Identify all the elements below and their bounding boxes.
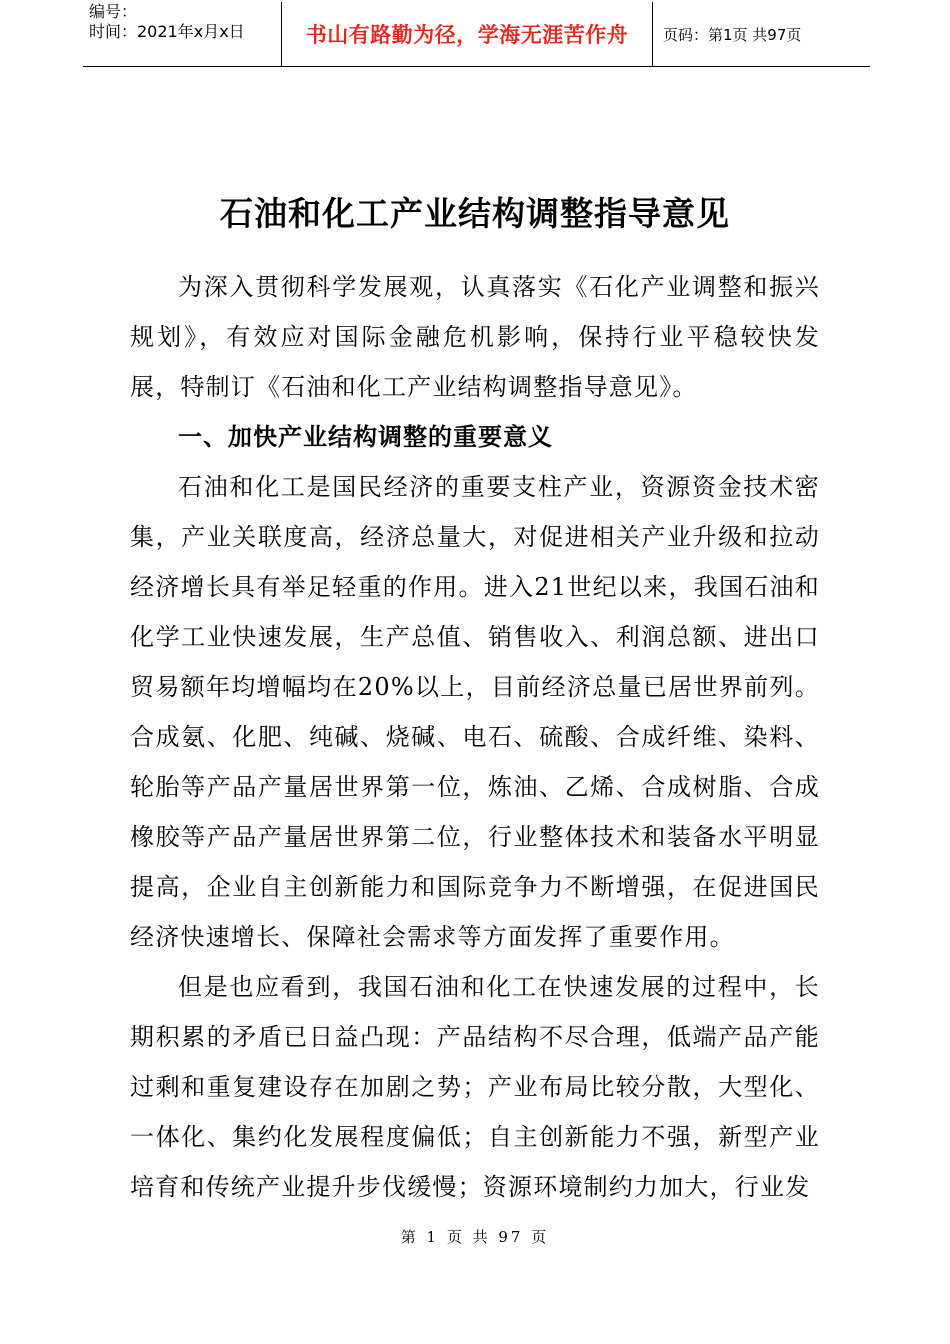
header-meta: [83, 2, 282, 66]
serial-number-label: 编号：: [89, 2, 138, 21]
body-paragraph: 但是也应看到，我国石油和化工在快速发展的过程中，长期积累的矛盾已日益凸现：产品结构不尽合理，低端产品产能过剩和重复建设存在加剧之势；产业布局比较分散，大型化、一体化、集约化发展程度偏低；自主创新能力不强，新型产业培育和传统产业提升步伐缓慢；资源环境制约力加大，行业发: [130, 973, 820, 1201]
header-motto: 书山有路勤为径，学海无涯苦作舟: [282, 2, 653, 66]
page-header: [83, 2, 870, 67]
document-title: 石油和化工产业结构调整指导意见: [220, 194, 730, 233]
body-paragraph: 石油和化工是国民经济的重要支柱产业，资源资金技术密集，产业关联度高，经济总量大，对促进相关产业升级和拉动经济增长具有举足轻重的作用。进入21世纪以来，我国石油和化学工业快速发展，生产总值、销售收入、利润总额、进出口贸易额年均增幅均在20%以上，目前经济总量已居世界前列。合成氨、化肥、纯碱、烧碱、电石、硫酸、合成纤维、染料、轮胎等产品产量居世界第一位，炼油、乙烯、合成树脂、合成橡胶等产品产量居世界第二位，行业整体技术和装备水平明显提高，企业自主创新能力和国际竞争力不断增强，在促进国民经济快速增长、保障社会需求等方面发挥了重要作用。: [130, 473, 820, 951]
date-label: 时间：2021年x月x日: [89, 22, 245, 41]
document-body: [130, 262, 820, 1212]
header-page-info: 页码：第1页 共97页: [663, 25, 802, 44]
page-footer: 第 1 页 共 97 页: [400, 1228, 550, 1246]
intro-paragraph: 为深入贯彻科学发展观，认真落实《石化产业调整和振兴规划》，有效应对国际金融危机影响，保持行业平稳较快发展，特制订《石油和化工产业结构调整指导意见》。: [130, 273, 820, 401]
section-heading: 一、加快产业结构调整的重要意义: [178, 423, 553, 451]
